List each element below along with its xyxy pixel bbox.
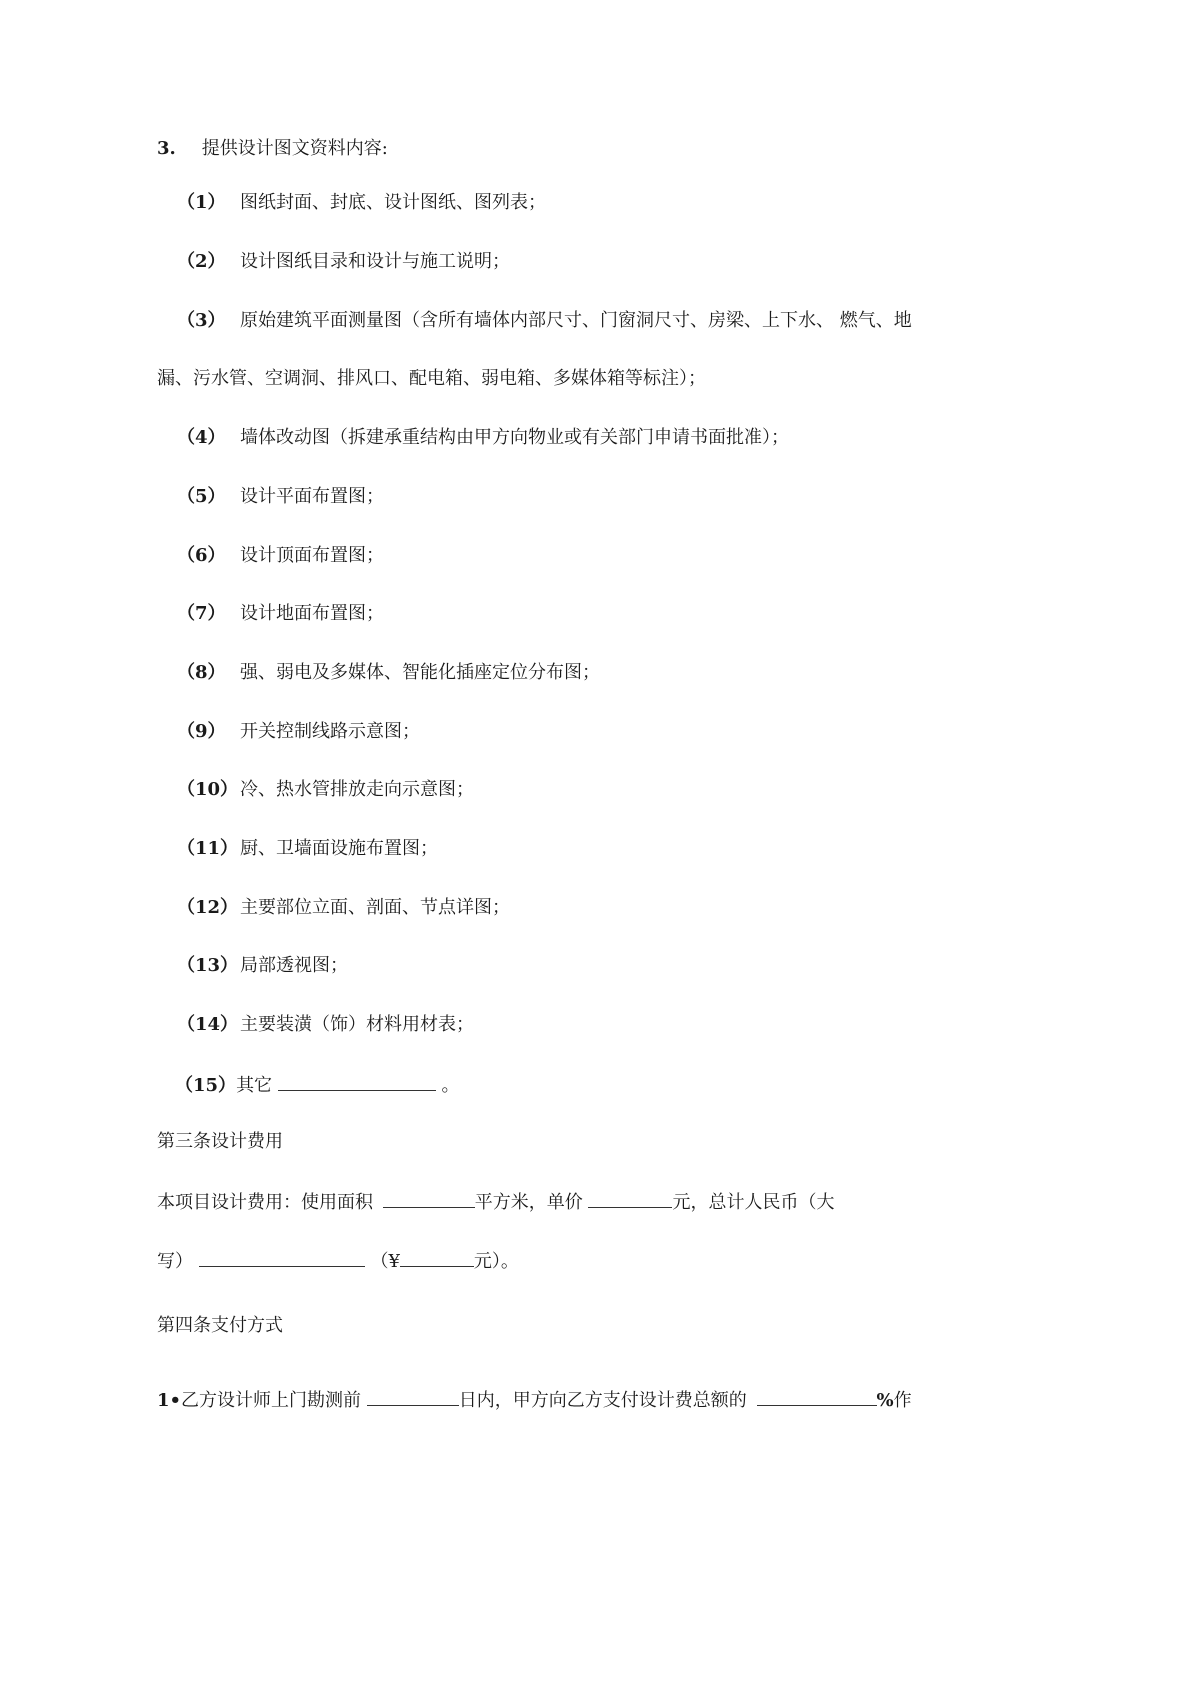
item-number: （13） [177,955,239,976]
list-item [175,1072,460,1098]
percent-sign: % [876,1390,894,1411]
other-blank[interactable] [278,1072,436,1091]
item-number: （4） [177,427,226,448]
text: 本项目设计费用：使用面积 [157,1192,373,1213]
item-number: （14） [177,1014,239,1035]
item-text: 强、弱电及多媒体、智能化插座定位分布图； [240,662,600,683]
item-text: 厨、卫墙面设施布置图； [240,838,438,859]
item-text: 主要装潢（饰）材料用材表； [240,1014,474,1035]
article3-title: 第三条设计费用 [157,1131,283,1152]
percent-blank[interactable] [757,1387,877,1406]
article3-paragraph-2 [157,1248,519,1274]
text: 乙方设计师上门勘测前 [181,1390,362,1411]
unit-price-blank[interactable] [588,1189,672,1208]
amount-words-blank[interactable] [199,1248,365,1267]
item-text: 冷、热水管排放走向示意图； [240,779,474,800]
item-number: （12） [177,897,239,918]
article4-paragraph-1 [157,1387,912,1413]
section-number: 3. [157,138,176,159]
text: 作 [893,1390,912,1411]
area-blank[interactable] [383,1189,475,1208]
item-number: （11） [177,838,239,859]
item-number: （3） [177,310,226,331]
text: 平方米，单价 [474,1192,583,1213]
item-text: 主要部位立面、剖面、节点详图； [240,897,510,918]
item-text: 原始建筑平面测量图（含所有墙体内部尺寸、门窗洞尺寸、房梁、上下水、 燃气、地 [240,310,912,331]
item-number: （7） [177,603,226,624]
text: 日内，甲方向乙方支付设计费总额的 [458,1390,747,1411]
days-blank[interactable] [367,1387,459,1406]
item-number: （15） [175,1075,237,1096]
item-number: （2） [177,251,226,272]
item-text: 其它 [236,1075,273,1096]
item-number: （8） [177,662,226,683]
text: 元）。 [473,1251,519,1272]
item-text: 开关控制线路示意图； [240,721,420,742]
section-title: 提供设计图文资料内容: [201,138,388,159]
item-text-continued: 漏、污水管、空调洞、排风口、配电箱、弱电箱、多媒体箱等标注）； [157,368,706,389]
article4-title: 第四条支付方式 [157,1315,283,1336]
clause-number: 1• [157,1390,182,1411]
section-heading [157,137,388,161]
text: （¥ [370,1251,400,1272]
item-text: 设计地面布置图； [240,603,384,624]
item-number: （1） [177,192,226,213]
item-number: （5） [177,486,226,507]
article3-paragraph-1 [157,1189,834,1215]
item-text: 设计图纸目录和设计与施工说明； [240,251,510,272]
item-number: （6） [177,545,226,566]
item-text: 图纸封面、封底、设计图纸、图列表； [240,192,546,213]
amount-number-blank[interactable] [400,1248,474,1267]
text: 元，总计人民币（大 [672,1192,835,1213]
text: 写） [157,1251,193,1272]
item-text: 设计顶面布置图； [240,545,384,566]
item-text: 设计平面布置图； [240,486,384,507]
text: 。 [441,1075,460,1096]
item-number: （10） [177,779,239,800]
item-number: （9） [177,721,226,742]
item-text: 墙体改动图（拆建承重结构由甲方向物业或有关部门申请书面批准）； [240,427,789,448]
item-text: 局部透视图； [240,955,348,976]
